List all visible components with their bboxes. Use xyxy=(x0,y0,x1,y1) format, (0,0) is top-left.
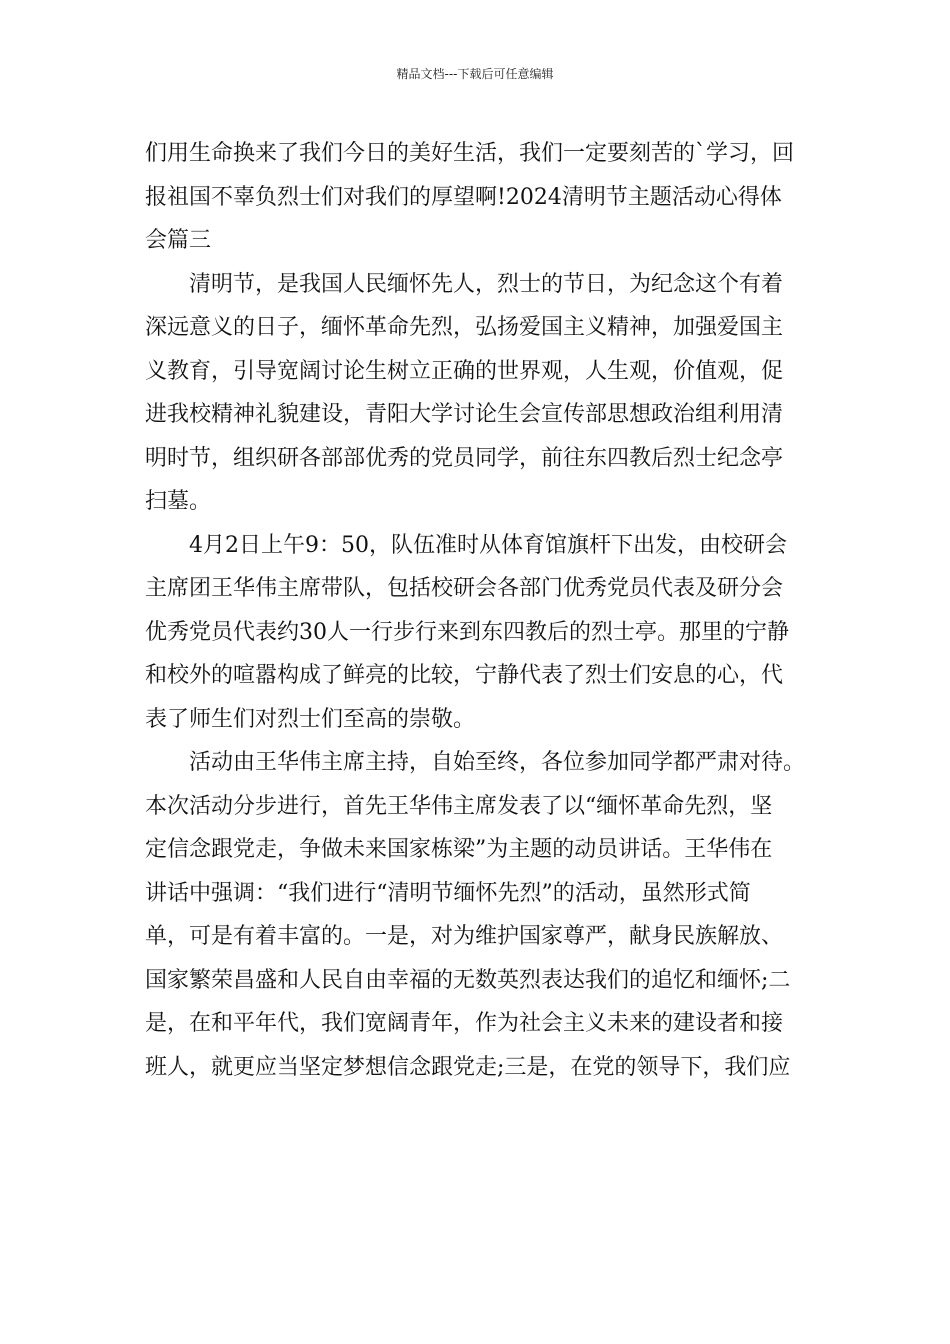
text-line: 定信念跟党走，争做未来国家栋梁”为主题的动员讲话。王华伟在 xyxy=(145,837,773,862)
text-line: 是，在和平年代，我们宽阔青年，作为社会主义未来的建设者和接 xyxy=(145,1011,784,1036)
text-line: 明时节，组织研各部部优秀的党员同学，前往东四教后烈士纪念亭 xyxy=(145,445,784,471)
paragraph-1 xyxy=(145,132,815,263)
text-line: 义教育，引导宽阔讨论生树立正确的世界观，人生观，价值观，促 xyxy=(145,358,784,384)
text-line: 会篇三 xyxy=(145,228,212,253)
paragraph-2 xyxy=(145,263,815,524)
text-line: 清明节，是我国人民缅怀先人，烈士的节日，为纪念这个有着 xyxy=(189,271,784,297)
text-line: 扫墓。 xyxy=(145,489,212,514)
text-line: 本次活动分步进行，首先王华伟主席发表了以“缅怀革命先烈，坚 xyxy=(145,793,773,819)
text-line: 和校外的喧嚣构成了鲜亮的比较，宁静代表了烈士们安息的心，代 xyxy=(145,663,784,688)
text-line: 主席团王华伟主席带队，包括校研会各部门优秀党员代表及研分会 xyxy=(145,576,784,601)
page-header: 精品文档---下载后可任意编辑 xyxy=(396,67,554,81)
paragraph-3 xyxy=(145,524,815,742)
text-line: 优秀党员代表约30人一行步行来到东四教后的烈士亭。那里的宁静 xyxy=(145,619,789,645)
text-line: 单，可是有着丰富的。一是，对为维护国家尊严，献身民族解放、 xyxy=(145,924,784,949)
text-line: 讲话中强调：“我们进行“清明节缅怀先烈”的活动，虽然形式简 xyxy=(145,880,751,906)
paragraph-4 xyxy=(145,741,815,1089)
document-body xyxy=(145,132,815,1089)
text-line: 4月2日上午9：50，队伍准时从体育馆旗杆下出发，由校研会 xyxy=(189,532,787,558)
text-line: 表了师生们对烈士们至高的崇敬。 xyxy=(145,706,476,732)
text-line: 班人，就更应当坚定梦想信念跟党走;三是，在党的领导下，我们应 xyxy=(145,1054,791,1080)
text-line: 进我校精神礼貌建设，青阳大学讨论生会宣传部思想政治组利用清 xyxy=(145,402,784,427)
text-line: 深远意义的日子，缅怀革命先烈，弘扬爱国主义精神，加强爱国主 xyxy=(145,315,784,340)
text-line: 国家繁荣昌盛和人民自由幸福的无数英烈表达我们的追忆和缅怀;二 xyxy=(145,967,791,993)
text-line: 活动由王华伟主席主持，自始至终，各位参加同学都严肃对待。 xyxy=(189,750,806,775)
text-line: 报祖国不辜负烈士们对我们的厚望啊!2024清明节主题活动心得体 xyxy=(145,184,782,210)
text-line: 们用生命换来了我们今日的美好生活，我们一定要刻苦的`学习，回 xyxy=(145,141,795,166)
